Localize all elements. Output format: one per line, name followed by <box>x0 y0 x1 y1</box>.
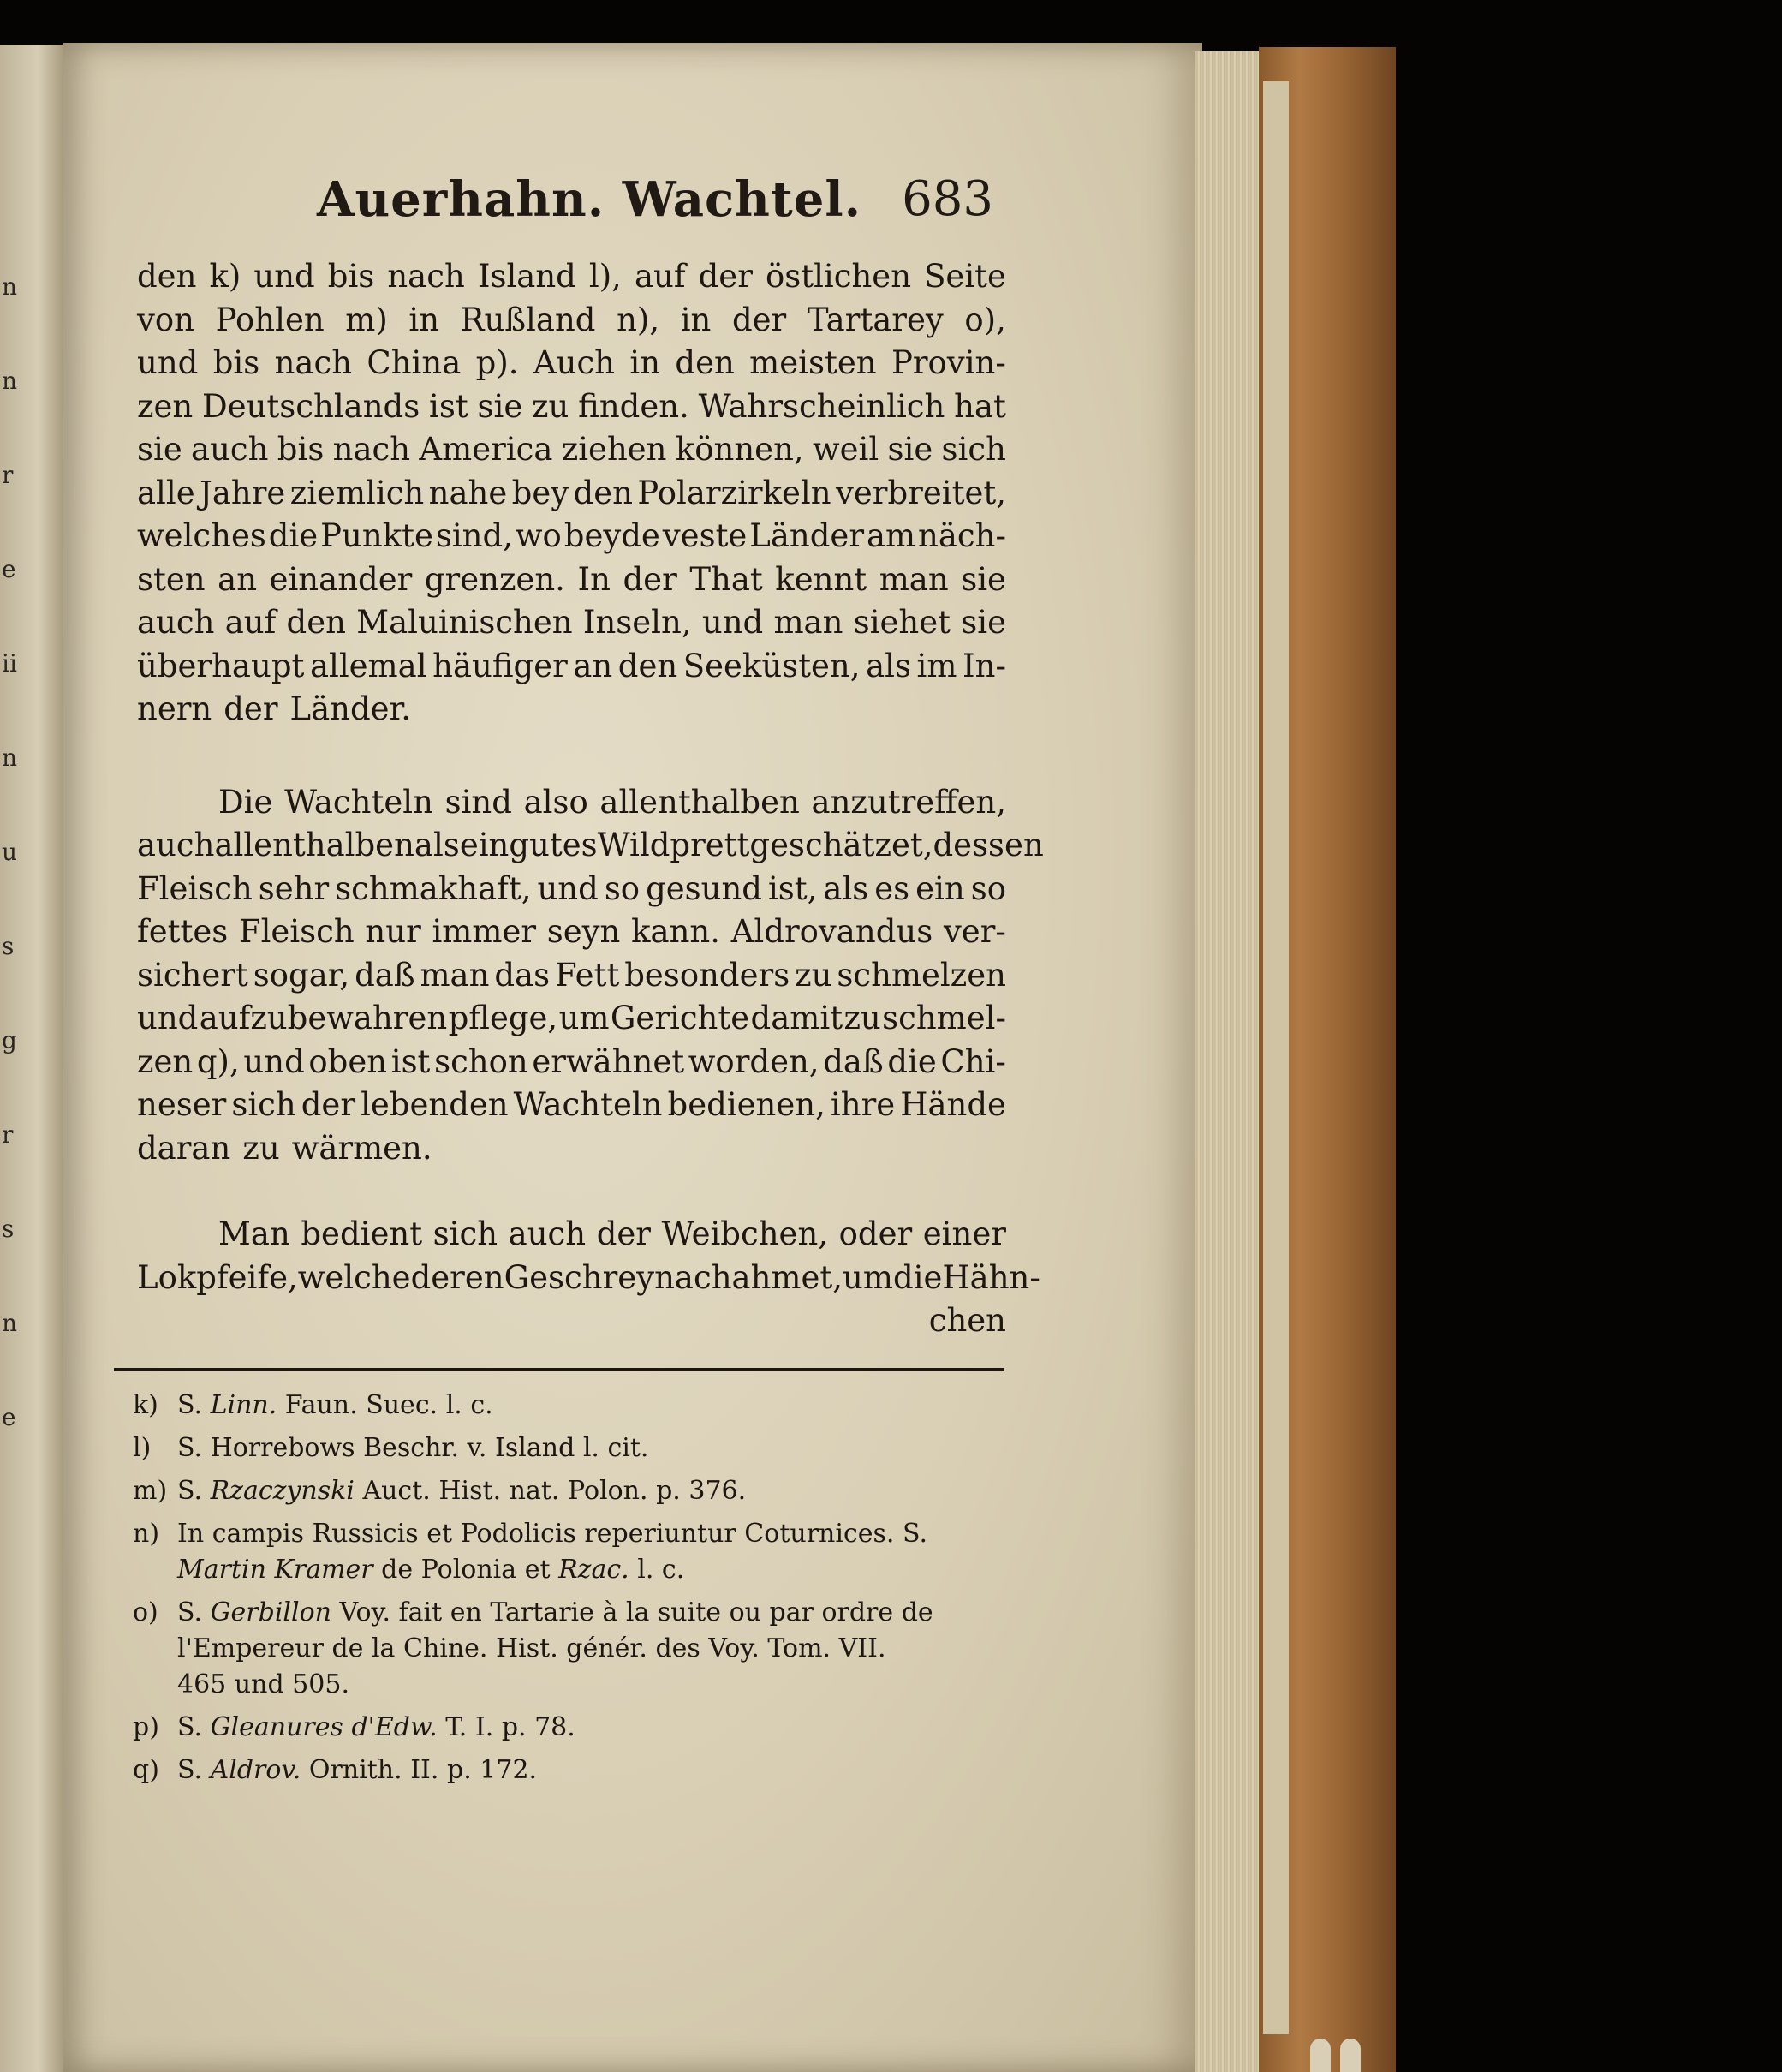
text-line: von Pohlen m) in Rußland n), in der Tartarey o), <box>137 301 1006 338</box>
text-line: sichert sogar, daß man das Fett besonders zu schmelzen <box>137 956 1006 994</box>
footnote-mark: n) <box>133 1519 160 1549</box>
footnotes <box>133 1388 1006 1795</box>
footnote-line: p) S. Gleanures d'Edw. T. I. p. 78. <box>133 1710 1006 1746</box>
text-line: fettes Fleisch nur immer seyn kann. Aldrovandus ver- <box>137 913 1006 950</box>
text-line: zen Deutschlands ist sie zu finden. Wahrscheinlich hat <box>137 387 1006 425</box>
main-text <box>137 255 1044 1343</box>
page-stack-edge <box>1195 51 1259 2072</box>
paragraph-1 <box>137 255 1006 731</box>
text-line: neser sich der lebenden Wachteln bedienen, ihre Hände <box>137 1086 1006 1123</box>
page-tab <box>1340 2039 1361 2072</box>
text-line: sten an einander grenzen. In der That kennt man sie <box>137 560 1006 598</box>
margin-fragment: ii <box>2 649 17 678</box>
margin-fragment: e <box>2 555 16 583</box>
text-line: alle Jahre ziemlich nahe bey den Polarzirkeln verbreitet, <box>137 474 1006 511</box>
running-title: Auerhahn. Wachtel. <box>317 171 862 228</box>
paragraph-3 <box>137 1213 1040 1343</box>
text-line: überhaupt allemal häufiger an den Seeküsten, als im In- <box>137 647 1006 684</box>
footnote-line: l) S. Horrebows Beschr. v. Island l. cit. <box>133 1430 1006 1466</box>
text-line: und bis nach China p). Auch in den meisten Provin- <box>137 344 1006 381</box>
footnote-line: l'Empereur de la Chine. Hist. génér. des Voy. Tom. VII. <box>177 1633 886 1663</box>
footnote-mark: k) <box>133 1390 158 1420</box>
footnote-mark: l) <box>133 1433 152 1463</box>
text-line: daran zu wärmen. <box>137 1129 432 1167</box>
running-header <box>317 171 1010 240</box>
margin-fragment: r <box>2 461 14 489</box>
footnote-line: o) S. Gerbillon Voy. fait en Tartarie à la suite ou par ordre de <box>133 1595 1006 1631</box>
margin-fragment: g <box>2 1026 17 1054</box>
text-line: sie auch bis nach America ziehen können, weil sie sich <box>137 431 1006 468</box>
margin-fragment: n <box>2 1309 18 1337</box>
margin-fragment: n <box>2 743 18 772</box>
footnote-line: Martin Kramer de Polonia et Rzac. l. c. <box>177 1555 685 1585</box>
text-line: nern der Länder. <box>137 690 411 727</box>
margin-fragment: s <box>2 932 15 960</box>
text-line: und aufzubewahren pflege, um Gerichte damit zu schmel- <box>137 1000 1006 1036</box>
text-line: zen q), und oben ist schon erwähnet worden, daß die Chi- <box>137 1042 1006 1080</box>
paragraph-2 <box>137 781 1044 1171</box>
text-line: den k) und bis nach Island l), auf der östlichen Seite <box>137 258 1006 295</box>
cover-endpaper <box>1263 81 1289 2034</box>
text-line: Man bedient sich auch der Weibchen, oder einer <box>218 1215 1006 1252</box>
page-number: 683 <box>902 171 993 227</box>
footnote-mark: p) <box>133 1712 159 1742</box>
left-page-text-fragments <box>2 240 27 1525</box>
footnote-line: m) S. Rzaczynski Auct. Hist. nat. Polon. p. 376. <box>133 1473 1006 1509</box>
footnote-line: q) S. Aldrov. Ornith. II. p. 172. <box>133 1753 1006 1788</box>
text-line: auch allenthalben als ein gutes Wildprett geschätzet, dessen <box>137 827 1044 863</box>
margin-fragment: u <box>2 838 18 866</box>
margin-fragment: r <box>2 1120 14 1149</box>
text-line: Lokpfeife, welche deren Geschrey nachahmet, um die Hähn- <box>137 1258 1040 1296</box>
margin-fragment: e <box>2 1403 16 1431</box>
text-line: auch auf den Maluinischen Inseln, und man siehet sie <box>137 604 1006 641</box>
text-line: chen <box>928 1302 1006 1339</box>
text-line: Fleisch sehr schmakhaft, und so gesund ist, als es ein so <box>137 869 1006 907</box>
footnote-mark: q) <box>133 1755 159 1785</box>
margin-fragment: s <box>2 1215 15 1243</box>
footnote-line: n) In campis Russicis et Podolicis reperiuntur Coturnices. S. <box>133 1516 1006 1552</box>
footnote-line: k) S. Linn. Faun. Suec. l. c. <box>133 1388 1006 1424</box>
page-tab <box>1310 2039 1331 2072</box>
margin-fragment: n <box>2 367 18 395</box>
footnote-mark: m) <box>133 1476 168 1506</box>
footnote-rule <box>114 1368 1004 1371</box>
text-line: Die Wachteln sind also allenthalben anzutreffen, <box>218 783 1006 821</box>
text-line: welches die Punkte sind, wo beyde veste Länder am näch- <box>137 517 1006 554</box>
footnote-line: 465 und 505. <box>177 1669 349 1699</box>
margin-fragment: n <box>2 272 18 301</box>
footnote-mark: o) <box>133 1597 158 1627</box>
